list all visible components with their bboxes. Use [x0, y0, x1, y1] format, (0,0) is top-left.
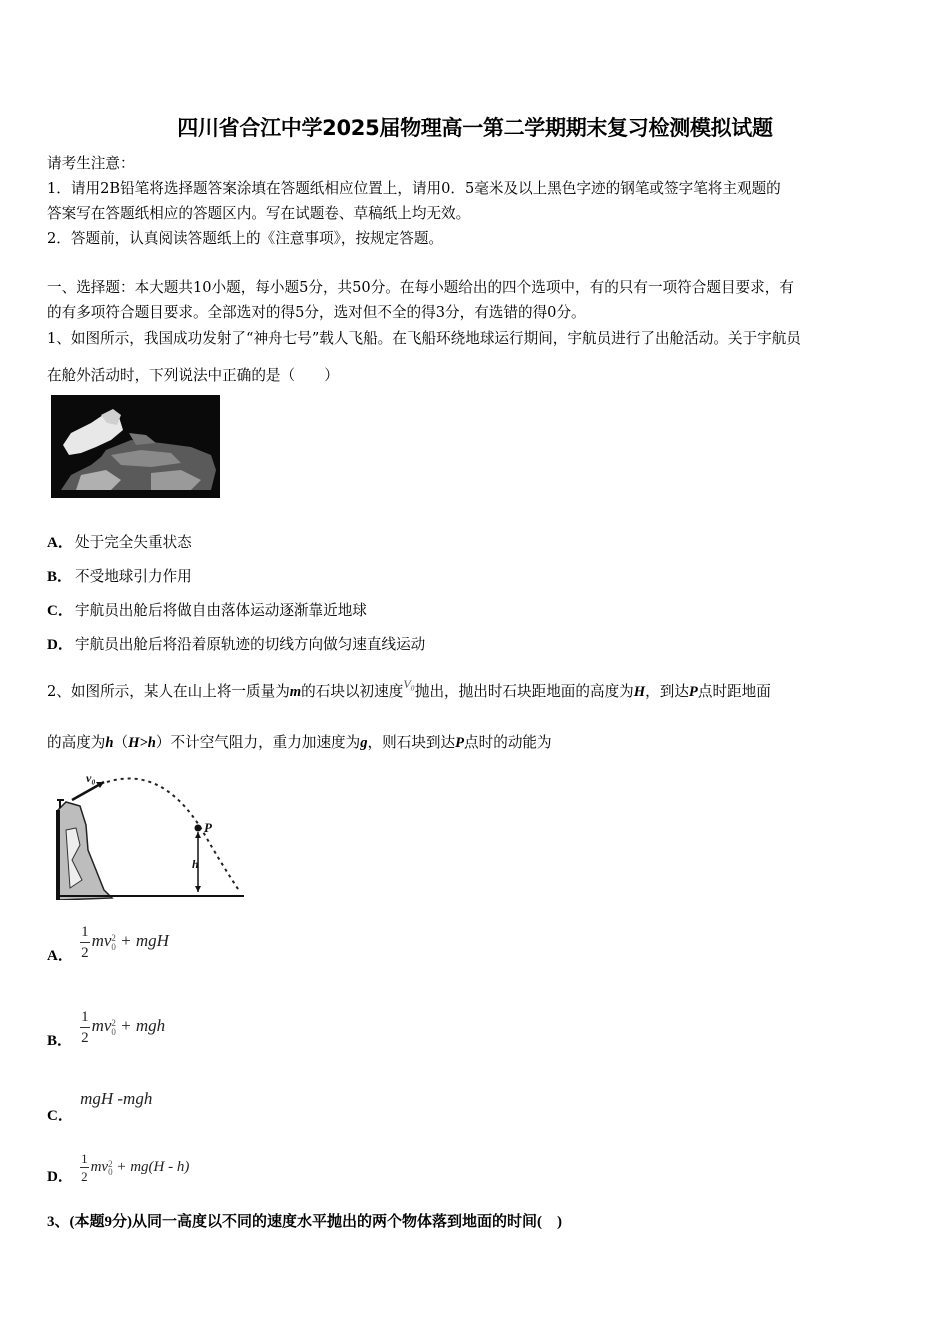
q1-option-b[interactable] — [47, 565, 192, 586]
figure-label-v0: v₀ — [86, 771, 96, 785]
notice-heading: 请考生注意： — [47, 155, 135, 172]
option-letter: A． — [47, 535, 73, 551]
var-m: m — [289, 684, 302, 700]
formula: $\frac{1}{2}$ mv 2 0 + mgh — [81, 1009, 166, 1046]
condition: H>h — [128, 735, 156, 751]
question-2-stem-line-1 — [47, 677, 771, 701]
option-letter: B． — [47, 569, 73, 585]
text-segment: ，则石块到达 — [367, 734, 456, 751]
option-letter: C． — [47, 1108, 73, 1124]
option-letter: D． — [47, 1168, 73, 1185]
text-segment: 的高度为 — [47, 734, 106, 751]
var-P: P — [455, 735, 465, 751]
text-segment: 的石块以初速度 — [301, 683, 404, 700]
page-title: 四川省合江中学2025届物理高一第二学期期末复习检测模拟试题 — [177, 116, 773, 140]
text-segment: ）不计空气阻力，重力加速度为 — [155, 734, 361, 751]
text-segment: 抛出，抛出时石块距地面的高度为 — [414, 683, 634, 700]
question-3-stem: 3、(本题9分)从同一高度以不同的速度水平抛出的两个物体落到地面的时间( ) — [47, 1214, 562, 1230]
text-segment: 点时的动能为 — [464, 734, 552, 751]
formula: $\frac{1}{2}$ mv 2 0 + mgH — [81, 924, 169, 961]
section-instructions-line-1: 一、选择题：本大题共10小题，每小题5分，共50分。在每小题给出的四个选项中，有的只有一项符合题目要求，有 — [47, 279, 794, 296]
option-text: 宇航员出舱后将沿着原轨迹的切线方向做匀速直线运动 — [75, 636, 426, 653]
notice-line-2: 答案写在答题纸相应的答题区内。写在试题卷、草稿纸上均无效。 — [47, 205, 471, 222]
option-text: 不受地球引力作用 — [75, 568, 192, 585]
section-instructions-line-2: 的有多项符合题目要求。全部选对的得5分，选对但不全的得3分，有选错的得0分。 — [47, 304, 586, 321]
formula: mgH -mgh — [80, 1089, 153, 1108]
question-2-stem-line-2 — [47, 731, 552, 752]
option-letter: D． — [47, 637, 73, 653]
text-segment: 2、如图所示，某人在山上将一质量为 — [47, 683, 290, 700]
notice-line-1: 1．请用2B铅笔将选择题答案涂填在答题纸相应位置上，请用0．5毫米及以上黑色字迹的钢笔或签字笔将主观题的 — [47, 180, 781, 197]
q2-option-b[interactable] — [47, 1007, 165, 1048]
option-letter: A． — [47, 948, 73, 965]
formula: $\frac{1}{2}$ mv 2 0 + mg(H - h) — [81, 1151, 190, 1184]
var-v0: V₀ — [403, 677, 415, 691]
figure-label-P: P — [204, 820, 212, 835]
projectile-diagram — [52, 770, 247, 900]
text-segment: ，到达 — [645, 683, 689, 700]
question-1-stem-line-1: 1、如图所示，我国成功发射了“神舟七号”载人飞船。在飞船环绕地球运行期间，宇航员进行了出舱活动。关于宇航员 — [47, 330, 801, 347]
text-segment: （ — [113, 734, 129, 751]
var-h: h — [105, 735, 114, 751]
figure-label-h: h — [192, 857, 199, 871]
q2-option-c[interactable] — [47, 1088, 153, 1124]
q1-option-a[interactable] — [47, 531, 192, 552]
q2-option-d[interactable] — [47, 1150, 189, 1185]
fraction: $\frac{1}{2}$ — [81, 1009, 89, 1046]
option-text: 处于完全失重状态 — [75, 534, 192, 551]
q1-option-c[interactable] — [47, 599, 367, 620]
notice-line-3: 2．答题前，认真阅读答题纸上的《注意事项》，按规定答题。 — [47, 230, 444, 247]
option-letter: B． — [47, 1033, 73, 1050]
var-g: g — [360, 735, 368, 751]
q2-option-a[interactable] — [47, 922, 169, 963]
option-letter: C． — [47, 603, 73, 619]
text-segment: 点时距地面 — [697, 683, 771, 700]
q1-option-d[interactable] — [47, 633, 425, 654]
question-1-stem-line-2: 在舱外活动时，下列说法中正确的是（ ） — [47, 367, 339, 384]
option-text: 宇航员出舱后将做自由落体运动逐渐靠近地球 — [75, 602, 367, 619]
astronaut-spacewalk-image — [51, 395, 220, 498]
var-H: H — [633, 684, 646, 700]
fraction: $\frac{1}{2}$ — [81, 1151, 88, 1184]
fraction: $\frac{1}{2}$ — [81, 924, 89, 961]
var-P: P — [688, 684, 698, 700]
